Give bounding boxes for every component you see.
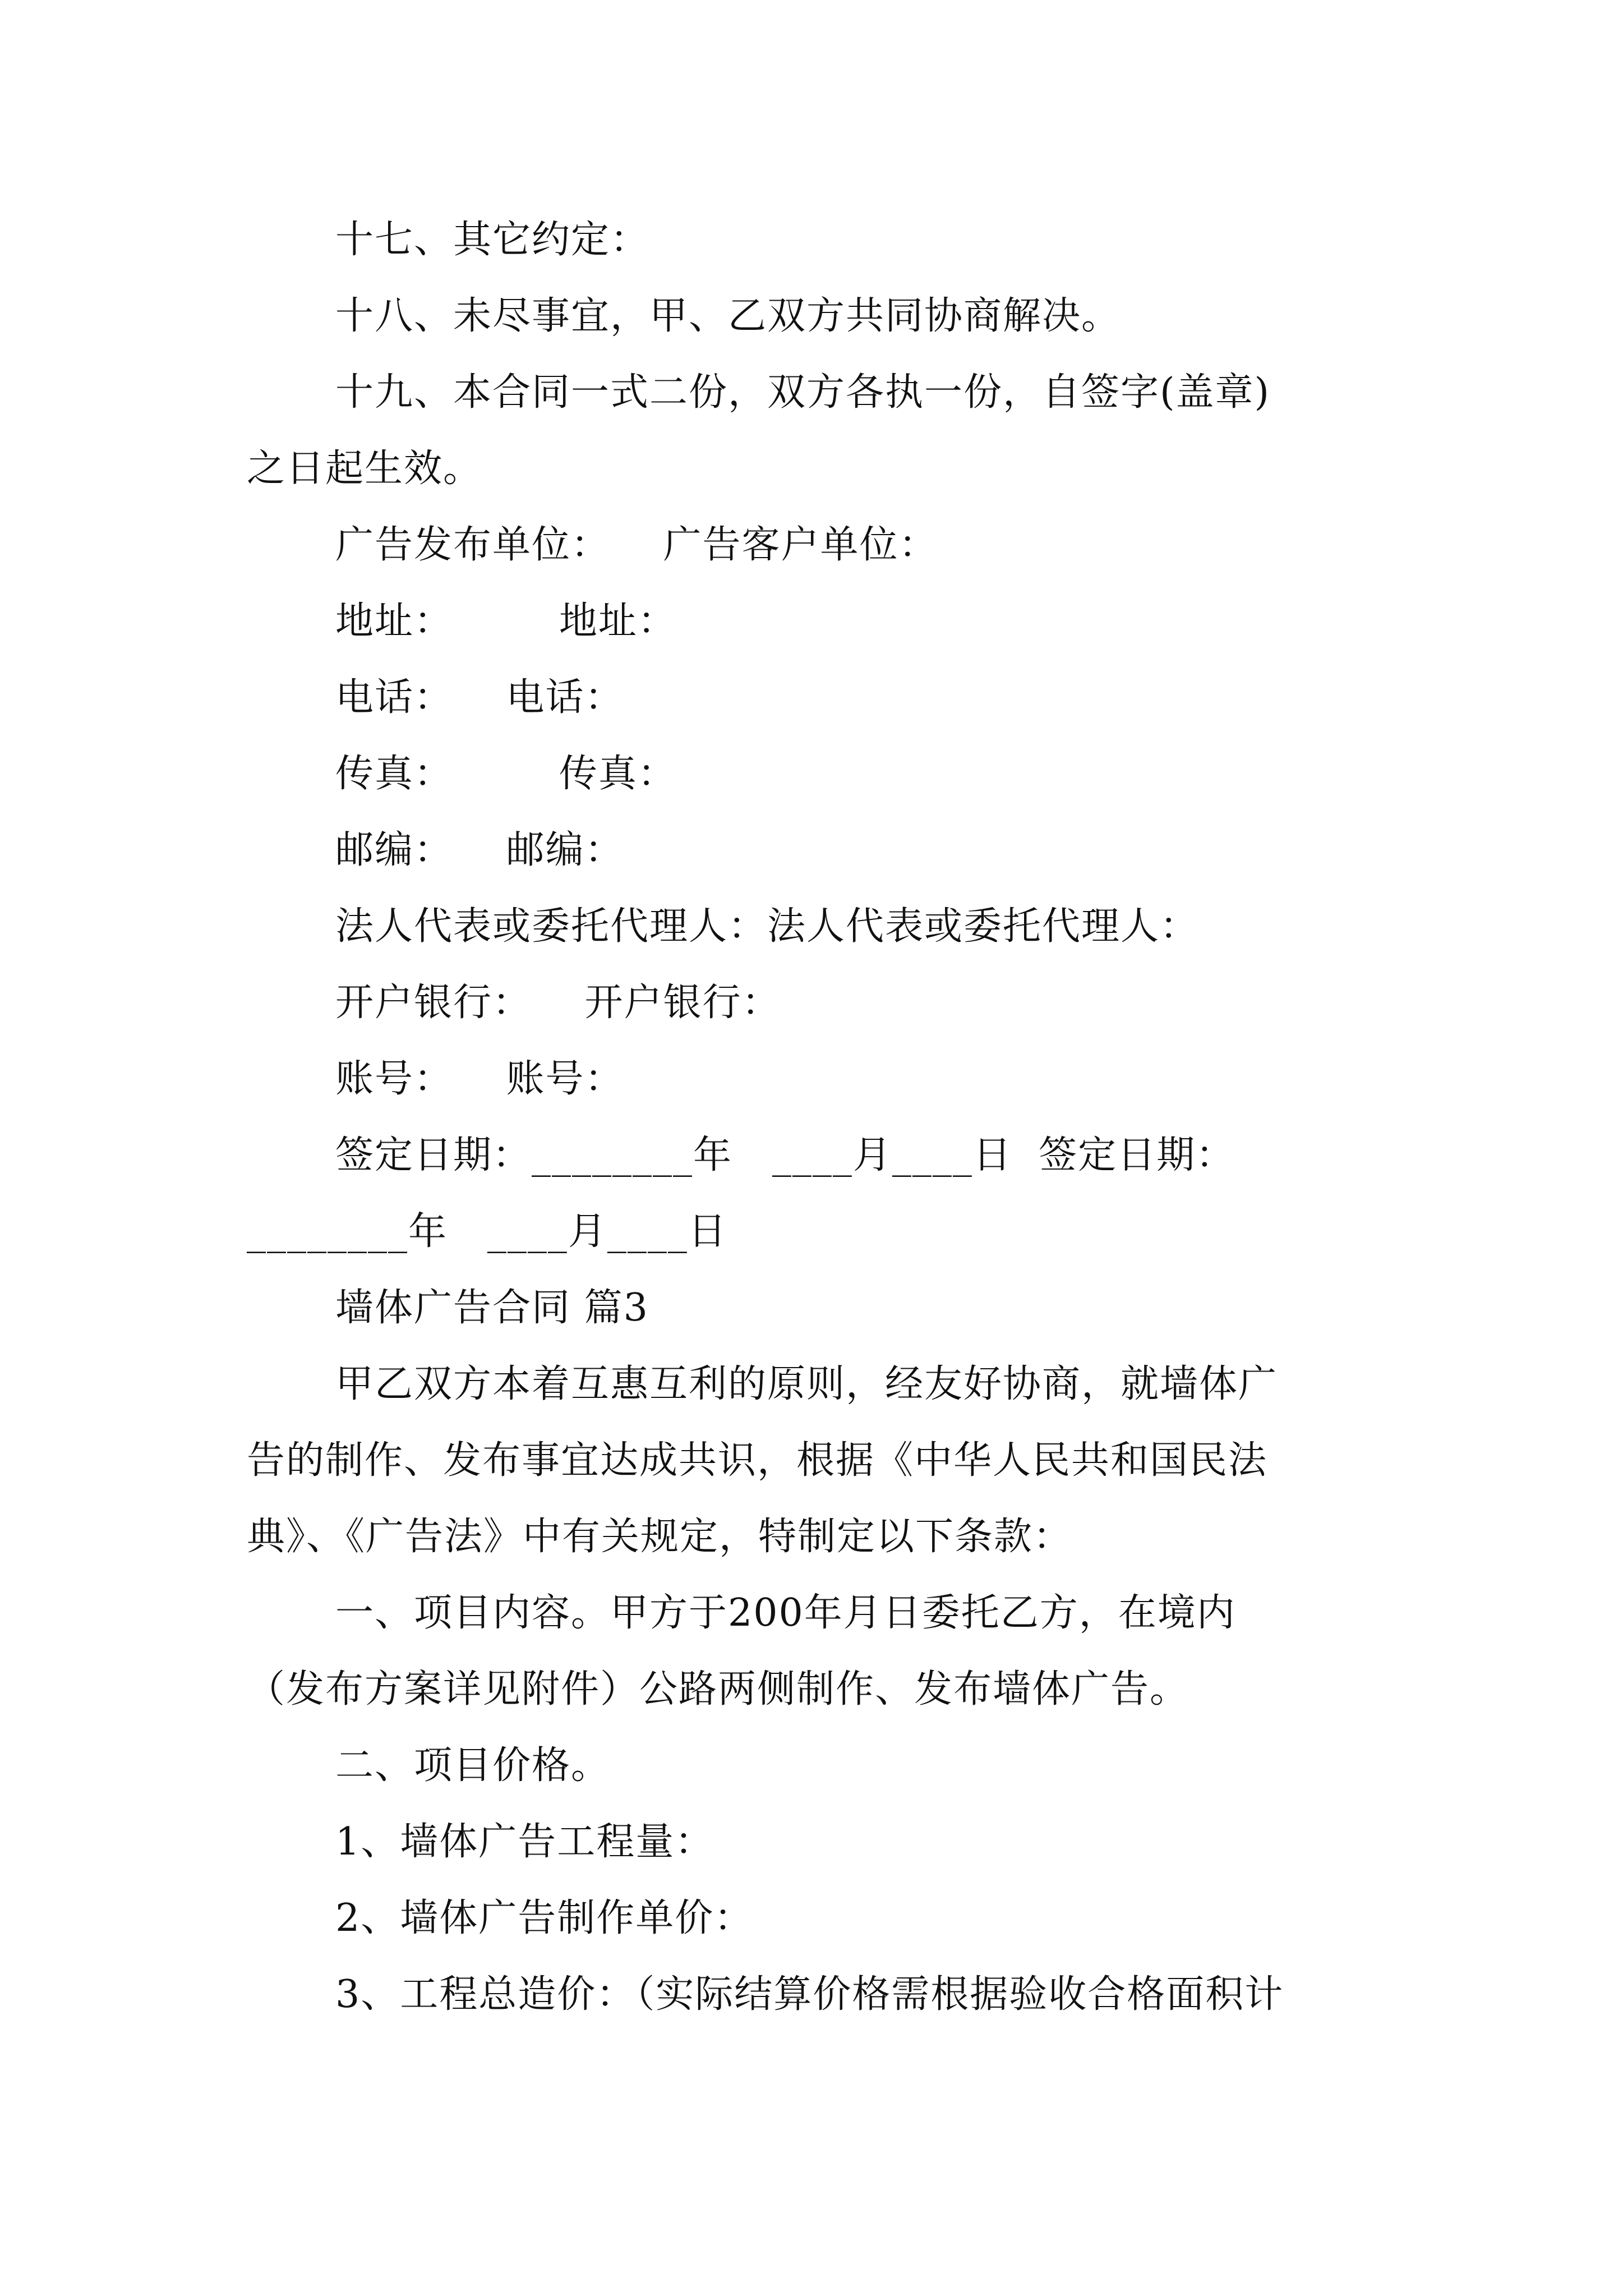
price-sub-1: 1、墙体广告工程量： (335, 1820, 714, 1864)
phone-field: 电话： 电话： (335, 675, 624, 720)
signing-date-field-continued: ________年 ____月____日 (247, 1209, 727, 1254)
clause-19-continued: 之日起生效。 (247, 447, 483, 491)
address-field: 地址： 地址： (335, 599, 677, 643)
price-sub-3: 3、工程总造价：（实际结算价格需根据验收合格面积计 (335, 1972, 1284, 2017)
clause-17: 十七、其它约定： (335, 218, 650, 262)
preamble-line-1: 甲乙双方本着互惠互利的原则，经友好协商，就墙体广 (335, 1362, 1278, 1406)
postcode-field: 邮编： 邮编： (335, 828, 624, 872)
item-2-price: 二、项目价格。 (335, 1743, 611, 1788)
item-1-content-continued: （发布方案详见附件）公路两侧制作、发布墙体广告。 (247, 1667, 1189, 1711)
price-sub-2: 2、墙体广告制作单价： (335, 1896, 754, 1940)
preamble-line-3: 典》、《广告法》中有关规定，特制定以下条款： (247, 1515, 1073, 1559)
signing-date-field: 签定日期：________年 ____月____日 签定日期： (335, 1133, 1235, 1177)
signature-party-labels: 广告发布单位： 广告客户单位： (335, 523, 938, 567)
account-field: 账号： 账号： (335, 1057, 624, 1101)
section-title: 墙体广告合同 篇3 (335, 1286, 649, 1330)
clause-18: 十八、未尽事宜，甲、乙双方共同协商解决。 (335, 294, 1121, 338)
preamble-line-2: 告的制作、发布事宜达成共识，根据《中华人民共和国民法 (247, 1438, 1268, 1483)
fax-field: 传真： 传真： (335, 752, 677, 796)
legal-representative-field: 法人代表或委托代理人：法人代表或委托代理人： (335, 904, 1200, 949)
item-1-content: 一、项目内容。甲方于200年月日委托乙方，在境内 (335, 1591, 1236, 1635)
clause-19: 十九、本合同一式二份，双方各执一份，自签字(盖章) (335, 370, 1271, 415)
bank-field: 开户银行： 开户银行： (335, 981, 781, 1025)
